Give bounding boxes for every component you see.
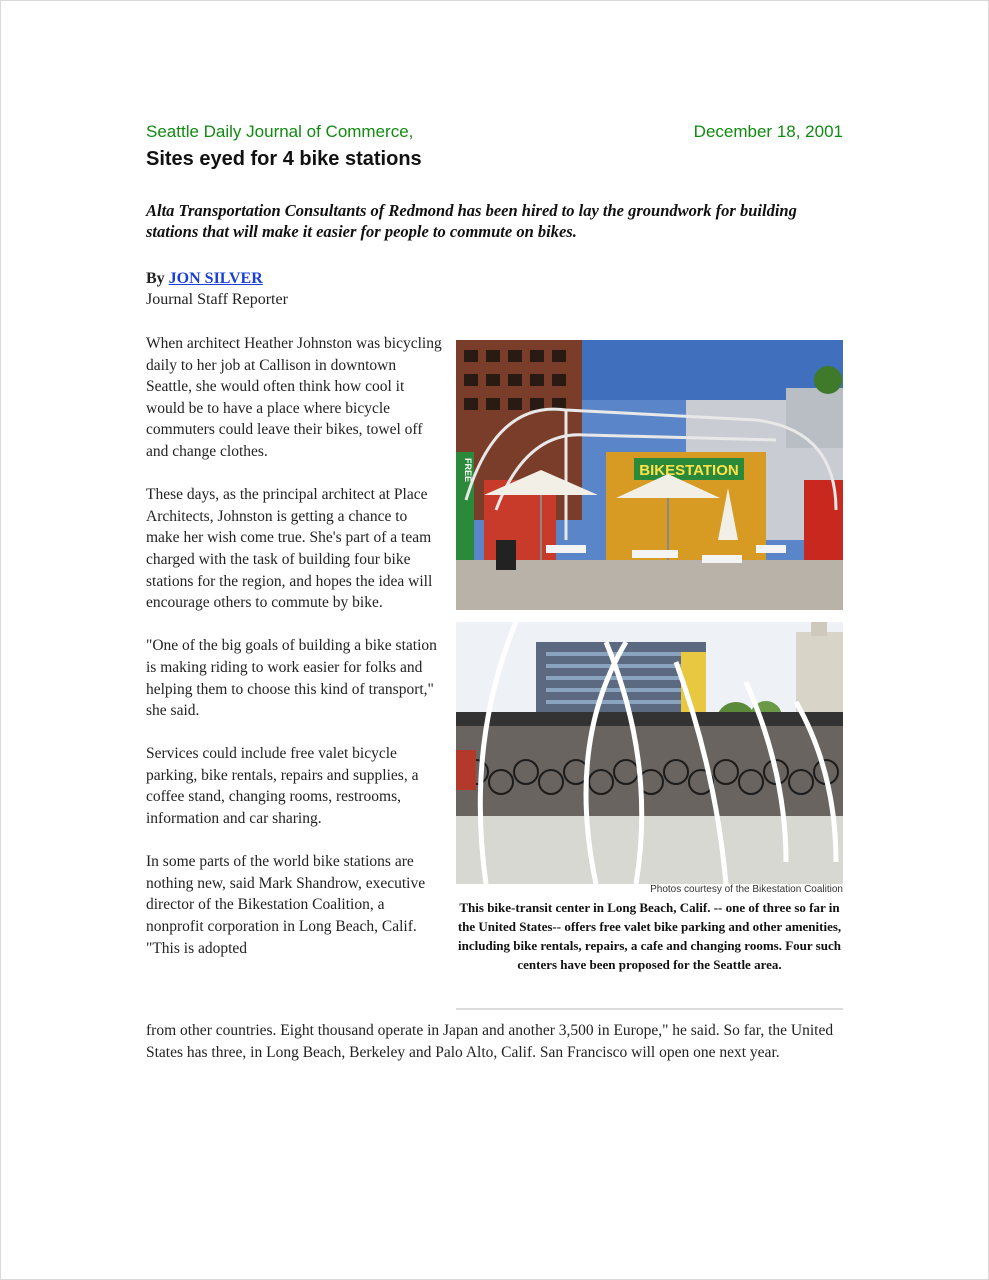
photo-sign-text: BIKESTATION xyxy=(639,462,739,479)
article-body xyxy=(146,333,442,981)
paragraph: Services could include free valet bicycle parking, bike rentals, repairs and supplies, a coffee stand, changing rooms, restrooms, information and car sharing. xyxy=(146,745,419,828)
caption-divider xyxy=(456,1008,843,1010)
author-role: Journal Staff Reporter xyxy=(146,291,288,308)
article-body-continued: from other countries. Eight thousand operate in Japan and another 3,500 in Europe," he said. So far, the United States has three, in Long Beach, Berkeley and Palo Alto, Calif. San Francisco will open one next year. xyxy=(146,1022,834,1061)
article-deck: Alta Transportation Consultants of Redmond has been hired to lay the groundwork for building stations that will make it easier for people to commute on bikes. xyxy=(146,201,797,241)
byline xyxy=(146,268,288,310)
byline-prefix: By xyxy=(146,270,165,287)
photo-caption: This bike-transit center in Long Beach, Calif. -- one of three so far in the United States-- offers free valet bike parking and other amenities, including bike rentals, repairs, a cafe and changing rooms. Four such centers have been proposed for the Seattle area. xyxy=(457,900,842,972)
publication-date: December 18, 2001 xyxy=(693,122,843,141)
masthead xyxy=(146,122,843,142)
author-link[interactable]: JON SILVER xyxy=(168,270,263,287)
paragraph: These days, as the principal architect at Place Architects, Johnston is getting a chance to make her wish come true. She's part of a team charged with the task of building four bike stations for the region, and hopes the idea will encourage others to commute by bike. xyxy=(146,486,433,612)
photo-bike-parking xyxy=(456,622,843,884)
paragraph: When architect Heather Johnston was bicycling daily to her job at Callison in downtown Seattle, she would often think how cool it would be to have a place where bicycle commuters could leave their bikes, towel off and change clothes. xyxy=(146,335,442,460)
photo-credit: Photos courtesy of the Bikestation Coalition xyxy=(650,884,843,895)
photo-banner-text: FREE xyxy=(463,457,473,483)
paragraph: "One of the big goals of building a bike station is making riding to work easier for folks and helping them to choose this kind of transport," she said. xyxy=(146,637,437,720)
publication-name: Seattle Daily Journal of Commerce, xyxy=(146,122,414,141)
headline: Sites eyed for 4 bike stations xyxy=(146,148,422,170)
paragraph: In some parts of the world bike stations are nothing new, said Mark Shandrow, executive director of the Bikestation Coalition, a nonprofit corporation in Long Beach, Calif. "This is adopted xyxy=(146,853,426,957)
photo-bikestation-cafe xyxy=(456,340,843,610)
